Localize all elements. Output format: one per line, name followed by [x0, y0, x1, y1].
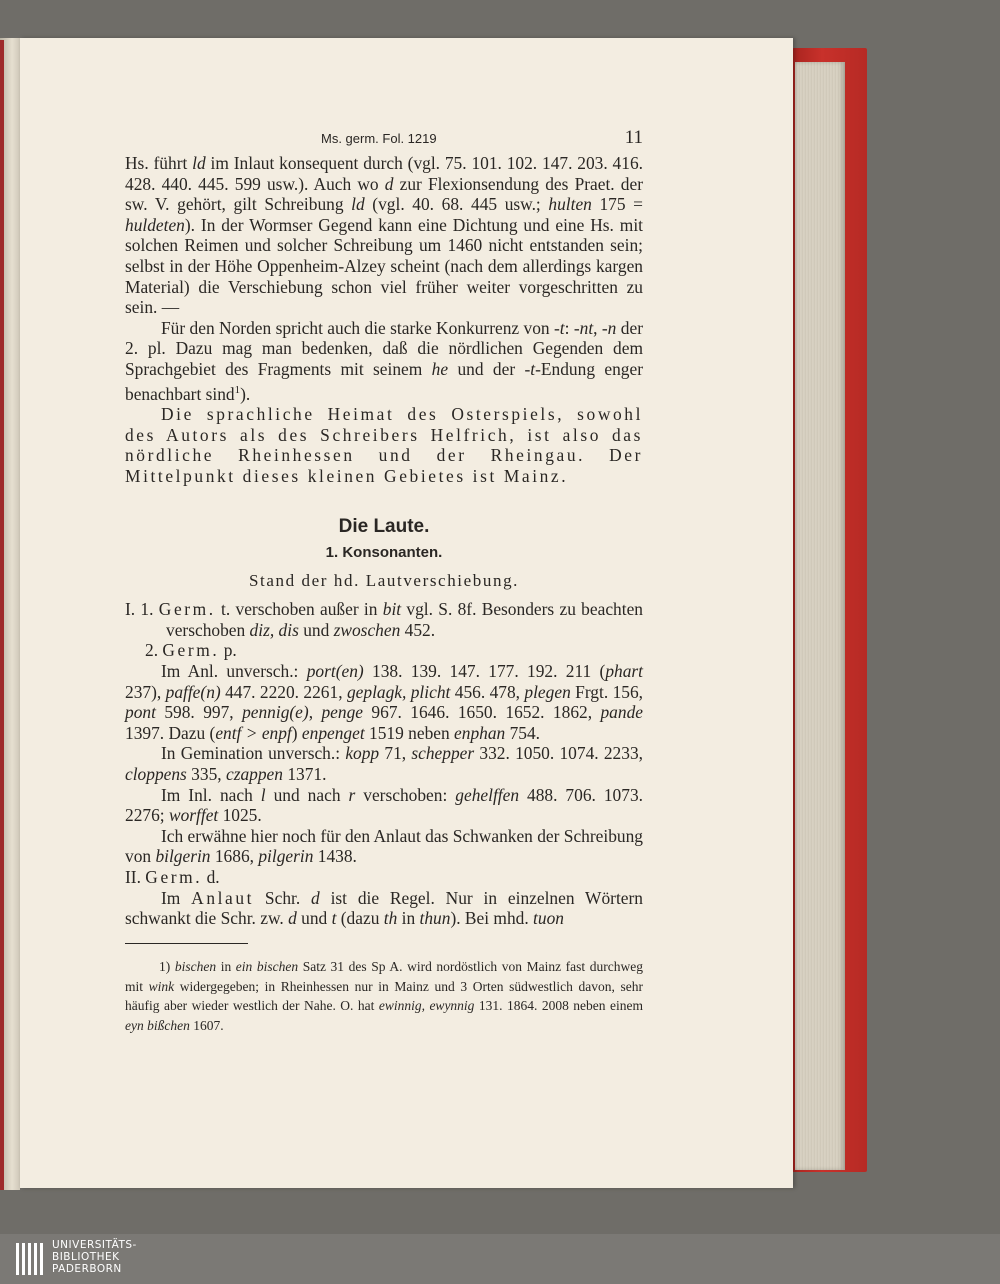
- italic-term: pont: [125, 702, 156, 723]
- section-I-2-note: Ich erwähne hier noch für den Anlaut das Schwanken der Schreibung von bilgerin 1686, pilgerin 1438.: [125, 825, 643, 867]
- section-I-2-heading: 2. Germ. p.: [145, 640, 237, 661]
- italic-term: czappen: [225, 764, 283, 785]
- italic-term: eyn bißchen: [125, 1017, 190, 1033]
- footnote: 1) bischen in ein bischen Satz 31 des Sp A. wird nordöstlich von Mainz fast durchweg mit wink widergegeben; in Rheinhessen nur in Mainz und 3 Orten südwestlich davon, sehr häufig aber wieder westlich der Nahe. O. hat ewinnig, ewynnig 131. 1864. 2008 neben einem eyn bißchen 1607.: [125, 959, 643, 1033]
- heading-main: Die Laute.: [338, 516, 430, 538]
- page-stack: [795, 62, 845, 1170]
- heading-lautverschiebung: Stand der hd. Lautverschiebung.: [248, 571, 520, 591]
- left-cover-edge: [0, 40, 4, 1190]
- italic-term: r: [348, 784, 356, 805]
- section-I-2-inlaut: Im Inl. nach l und nach r verschoben: gehelffen 488. 706. 1073. 2276; worffet 1025.: [125, 784, 643, 826]
- library-line-2: BIBLIOTHEK: [52, 1251, 120, 1263]
- italic-term: penge: [321, 702, 364, 723]
- footnote-ref: 1: [234, 383, 241, 396]
- italic-term: t: [331, 908, 337, 929]
- italic-term: phart: [605, 661, 643, 682]
- italic-term: pilgerin: [258, 846, 314, 867]
- italic-term: pennig(e): [242, 702, 309, 723]
- italic-term: ld: [351, 194, 365, 215]
- italic-term: ld: [192, 153, 206, 173]
- paragraph-3: Die sprachliche Heimat des Osterspiels, sowohl des Autors als des Schreibers Helfrich, ist also das nördliche Rheinhessen und der Rheingau. Der Mittelpunkt dieses kleinen Gebietes ist Mainz.: [125, 403, 643, 486]
- italic-term: bischen: [174, 959, 217, 975]
- italic-term: th: [383, 908, 398, 929]
- italic-term: zwoschen: [333, 619, 401, 640]
- spaced-term: Anlaut: [191, 887, 255, 908]
- italic-term: paffe(n): [165, 681, 221, 702]
- section-II-anlaut: Im Anlaut Schr. d ist die Regel. Nur in einzelnen Wörtern schwankt die Schr. zw. d und t (dazu th in thun). Bei mhd. tuon: [125, 887, 643, 929]
- spaced-term: Germ.: [158, 599, 216, 620]
- italic-term: thun: [419, 908, 451, 929]
- italic-term: ein bischen: [235, 959, 299, 975]
- italic-term: enpenget: [301, 722, 365, 743]
- footnote-rule: [125, 943, 248, 944]
- italic-term: cloppens: [125, 764, 187, 785]
- italic-term: geplagk, plicht: [346, 681, 451, 702]
- italic-term: bit: [382, 599, 402, 620]
- library-name: [52, 1239, 137, 1275]
- italic-term: wink: [148, 978, 175, 994]
- italic-term: schepper: [411, 743, 475, 764]
- paragraph-1: Hs. führt ld im Inlaut konsequent durch (vgl. 75. 101. 102. 147. 203. 416. 428. 440. 445. 599 usw.). Auch wo d zur Flexionsendung des Praet. der sw. V. gehört, gilt Schreibung ld (vgl. 40. 68. 445 usw.; hulten 175 = huldeten). In der Wormser Gegend kann eine Dichtung und eine Hs. mit solchen Reimen und solcher Schreibung um 1460 nicht entstanden sein; selbst in der Höhe Oppenheim-Alzey scheint (nach dem allerdings kargen Material) die Verschiebung schon viel früher weiter vorgeschritten zu sein. —: [125, 153, 644, 318]
- italic-term: -t: [524, 358, 536, 379]
- italic-term: he: [431, 358, 449, 379]
- italic-term: tuon: [533, 908, 564, 929]
- library-line-1: UNIVERSITÄTS-: [52, 1239, 137, 1251]
- library-bar: [0, 1234, 1000, 1284]
- section-I-2-gemination: In Gemination unversch.: kopp 71, schepper 332. 1050. 1074. 2233, cloppens 335, czappen 1371.: [125, 743, 643, 785]
- italic-term: entf > enpf: [215, 722, 292, 743]
- italic-term: hulten: [548, 194, 592, 215]
- italic-term: enphan: [454, 722, 506, 743]
- heading-consonants: 1. Konsonanten.: [325, 544, 443, 562]
- italic-term: d: [288, 908, 297, 929]
- running-head: [125, 125, 643, 153]
- italic-term: -nt: [573, 317, 594, 338]
- italic-term: l: [260, 784, 266, 805]
- italic-term: d: [311, 887, 320, 908]
- italic-term: port(en): [306, 661, 364, 682]
- page-number: 11: [624, 127, 643, 148]
- italic-term: pande: [600, 702, 643, 723]
- library-logo-icon: [14, 1239, 46, 1279]
- running-head-title: Ms. germ. Fol. 1219: [321, 131, 437, 146]
- page-text: [125, 125, 643, 1049]
- italic-term: plegen: [524, 681, 571, 702]
- italic-term: ewinnig, ewynnig: [378, 998, 475, 1014]
- italic-term: bilgerin: [155, 846, 211, 867]
- spaced-term: Germ.: [145, 867, 203, 888]
- italic-term: -n: [601, 317, 617, 338]
- paragraph-2: Für den Norden spricht auch die starke Konkurrenz von -t: -nt, -n der 2. pl. Dazu mag man bedenken, daß die nördlichen Gegenden dem Sprachgebiet des Fragments mit seinem he und der -t-Endung enger benachbart sind$^1$).: [125, 317, 644, 404]
- section-II-heading: II. Germ. d.: [125, 867, 220, 888]
- italic-term: -t: [553, 317, 565, 338]
- italic-term: huldeten: [125, 214, 185, 235]
- library-line-3: PADERBORN: [52, 1263, 122, 1275]
- section-I-1: I. 1. Germ. t. verschoben außer in bit vgl. S. 8f. Besonders zu beachten verschoben diz, dis und zwoschen 452.: [125, 599, 643, 640]
- italic-term: kopp: [345, 743, 380, 764]
- italic-term: worffet: [168, 805, 219, 826]
- spaced-term: Germ.: [162, 640, 220, 661]
- section-I-2-anlaut: Im Anl. unversch.: port(en) 138. 139. 147. 177. 192. 211 (phart 237), paffe(n) 447. 2220. 2261, geplagk, plicht 456. 478, plegen Frgt. 156, pont 598. 997, pennig(e), penge 967. 1646. 1650. 1652. 1862, pande 1397. Dazu (entf > enpf) enpenget 1519 neben enphan 754.: [125, 661, 644, 743]
- italic-term: gehelffen: [455, 784, 520, 805]
- italic-term: diz, dis: [249, 619, 299, 640]
- italic-term: d: [384, 173, 394, 194]
